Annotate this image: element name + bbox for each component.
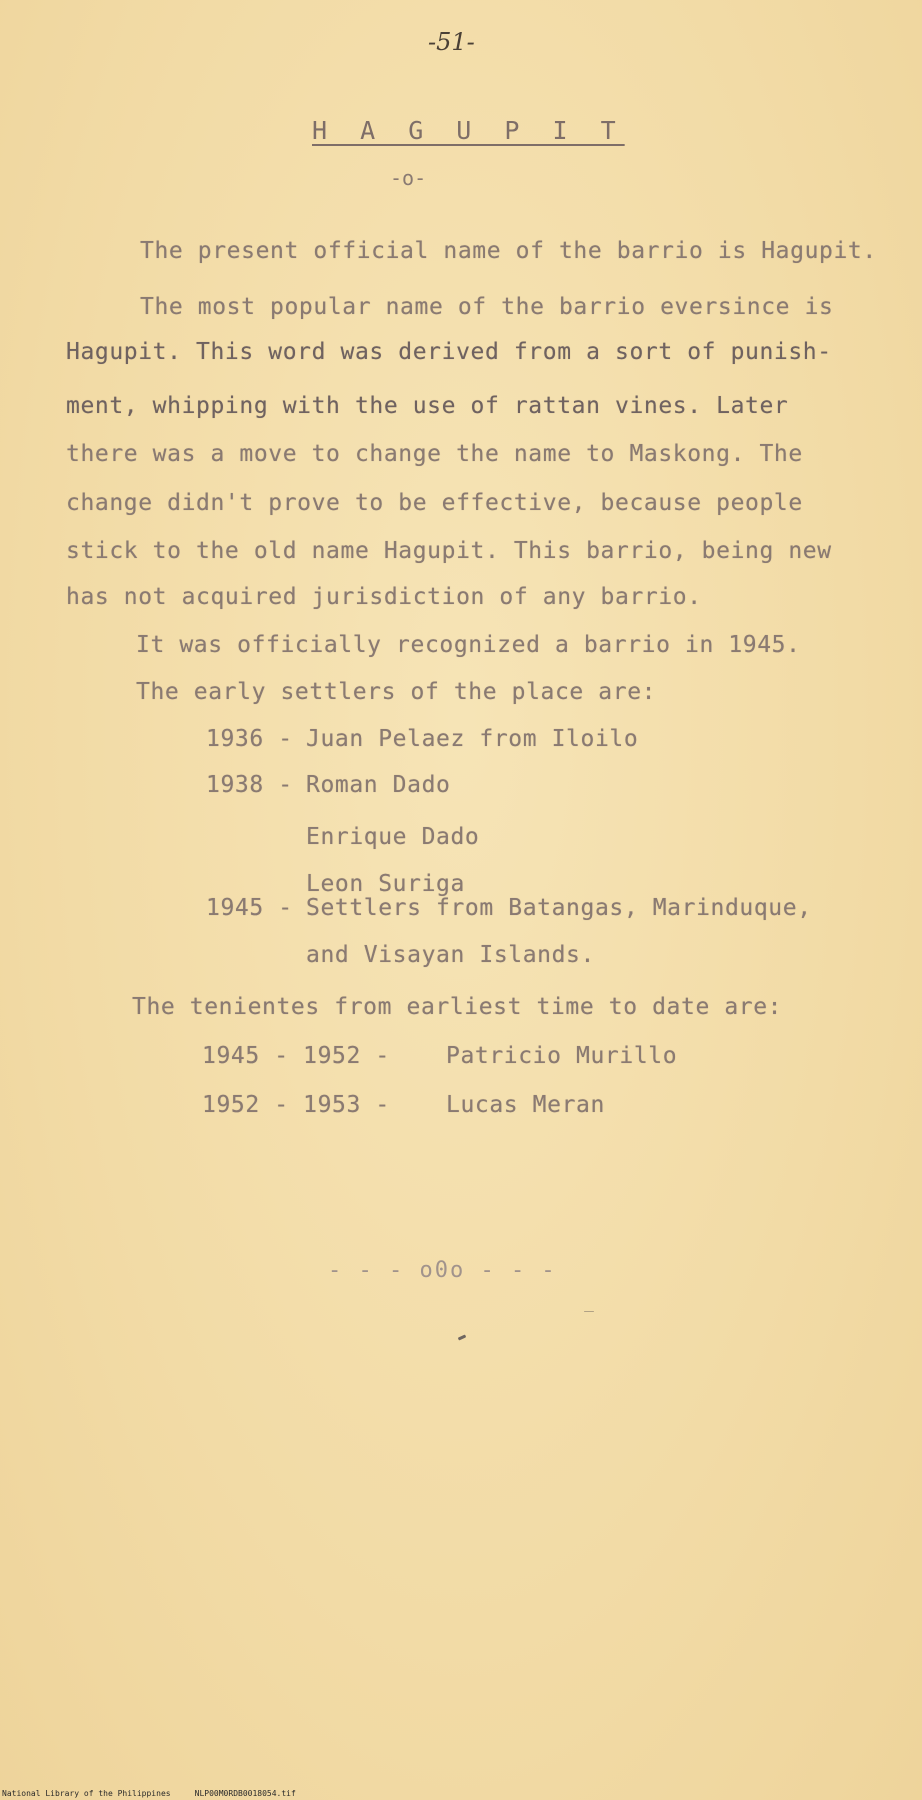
settler-name: Juan Pelaez from Iloilo: [306, 726, 639, 752]
tenientes-intro: The tenientes from earliest time to date are:: [132, 994, 783, 1020]
paragraph-line: The most popular name of the barrio eversince is: [140, 294, 834, 320]
archive-footer: National Library of the Philippines NLP00M0RDB0018054.tif: [2, 1789, 296, 1798]
settler-year: 1938 -: [206, 772, 293, 798]
settler-year: 1945 -: [206, 895, 293, 921]
paragraph-line: The present official name of the barrio is Hagupit.: [140, 238, 877, 264]
settler-name: Leon Suriga: [306, 871, 465, 897]
paragraph-line: change didn't prove to be effective, because people: [66, 490, 803, 516]
paragraph-line: It was officially recognized a barrio in 1945.: [136, 632, 801, 658]
end-divider: - - - o0o - - -: [328, 1258, 557, 1283]
settler-name: Settlers from Batangas, Marinduque,: [306, 895, 812, 921]
ink-mark: [458, 1334, 467, 1340]
settler-name: and Visayan Islands.: [306, 942, 595, 968]
teniente-period: 1945 - 1952 -: [202, 1043, 390, 1069]
paragraph-line: The early settlers of the place are:: [136, 679, 657, 705]
teniente-name: Patricio Murillo: [446, 1043, 678, 1069]
teniente-name: Lucas Meran: [446, 1092, 605, 1118]
paragraph-line: Hagupit. This word was derived from a sort of punish-: [66, 339, 832, 365]
settler-year: 1936 -: [206, 726, 293, 752]
paragraph-line: ment, whipping with the use of rattan vines. Later: [66, 393, 789, 419]
paragraph-line: there was a move to change the name to Maskong. The: [66, 441, 803, 467]
document-title: H A G U P I T: [312, 116, 625, 145]
settler-name: Enrique Dado: [306, 824, 480, 850]
page-number: -51-: [428, 28, 475, 56]
paragraph-line: stick to the old name Hagupit. This barrio, being new: [66, 538, 832, 564]
ink-mark: [584, 1311, 594, 1312]
title-separator: -o-: [390, 166, 427, 190]
settler-name: Roman Dado: [306, 772, 451, 798]
teniente-period: 1952 - 1953 -: [202, 1092, 390, 1118]
paragraph-line: has not acquired jurisdiction of any barrio.: [66, 584, 702, 610]
